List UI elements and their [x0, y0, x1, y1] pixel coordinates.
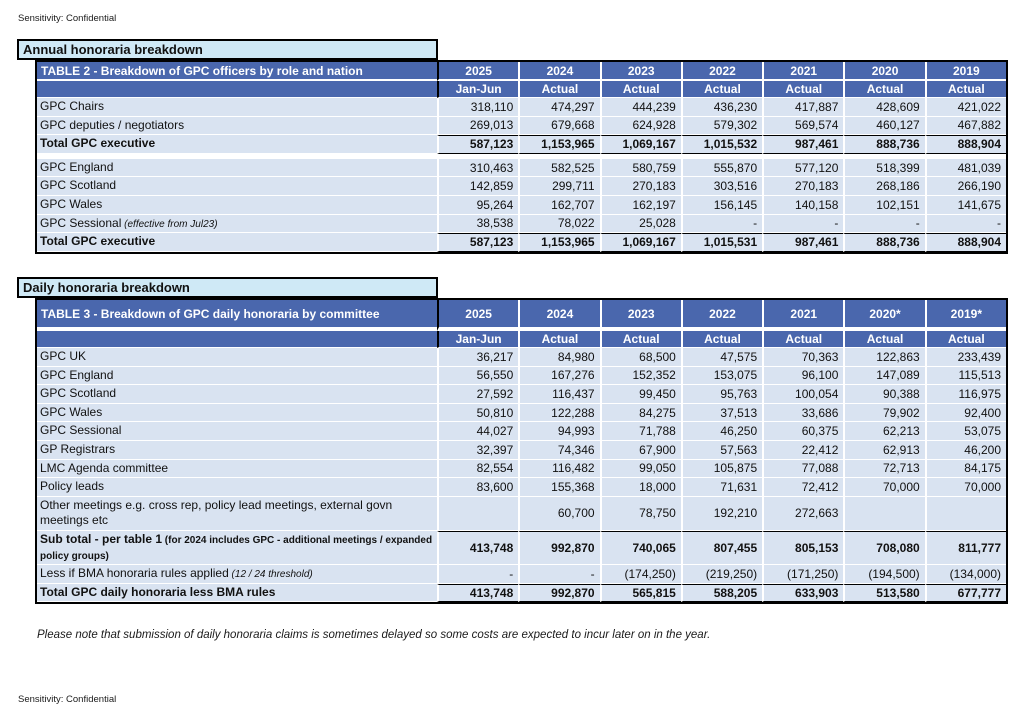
value-cell: 38,538: [437, 215, 518, 234]
value-cell: (194,500): [843, 565, 924, 584]
value-cell: 580,759: [600, 159, 681, 178]
value-cell: 582,525: [518, 159, 599, 178]
sensitivity-label-top: Sensitivity: Confidential: [18, 13, 117, 24]
value-cell: 1,069,167: [600, 233, 681, 252]
value-cell: 269,013: [437, 117, 518, 136]
value-cell: -: [437, 565, 518, 584]
row-label: [37, 348, 437, 367]
value-cell: 95,763: [681, 385, 762, 404]
row-label: [37, 135, 437, 154]
value-cell: 50,810: [437, 404, 518, 423]
value-cell: (219,250): [681, 565, 762, 584]
value-cell: 37,513: [681, 404, 762, 423]
row-label: [37, 478, 437, 497]
row-label: [37, 460, 437, 479]
year-header-cell: 2020*: [843, 300, 924, 331]
value-cell: 115,513: [925, 367, 1006, 386]
value-cell: 428,609: [843, 98, 924, 117]
value-cell: 36,217: [437, 348, 518, 367]
value-cell: 167,276: [518, 367, 599, 386]
value-cell: 1,069,167: [600, 135, 681, 154]
value-cell: 417,887: [762, 98, 843, 117]
value-cell: 116,482: [518, 460, 599, 479]
row-label-text: GPC UK: [40, 349, 87, 363]
value-cell: 44,027: [437, 422, 518, 441]
value-cell: 95,264: [437, 196, 518, 215]
row-label: [37, 215, 437, 234]
value-cell: 33,686: [762, 404, 843, 423]
value-cell: 413,748: [437, 531, 518, 565]
period-header-cell: Actual: [762, 331, 843, 348]
value-cell: (134,000): [925, 565, 1006, 584]
value-cell: 94,993: [518, 422, 599, 441]
value-cell: 579,302: [681, 117, 762, 136]
period-header-cell: Actual: [843, 331, 924, 348]
value-cell: 413,748: [437, 584, 518, 603]
value-cell: 481,039: [925, 159, 1006, 178]
value-cell: 47,575: [681, 348, 762, 367]
value-cell: 270,183: [762, 177, 843, 196]
year-header-cell: 2020: [843, 62, 924, 81]
table-header-row: [37, 300, 1006, 331]
row-label-text: GPC Wales: [40, 404, 103, 419]
value-cell: 1,153,965: [518, 135, 599, 154]
year-header-cell: 2025: [437, 300, 518, 331]
table-2-annual-honoraria: [35, 60, 1008, 254]
value-cell: 162,197: [600, 196, 681, 215]
value-cell: 78,750: [600, 497, 681, 531]
row-label: [37, 422, 437, 441]
period-header-cell: Actual: [600, 331, 681, 348]
row-label-text: GPC Scotland: [40, 178, 117, 193]
year-header-cell: 2024: [518, 62, 599, 81]
table-row: [37, 584, 1006, 603]
value-cell: (174,250): [600, 565, 681, 584]
value-cell: 987,461: [762, 233, 843, 252]
value-cell: 71,631: [681, 478, 762, 497]
period-header-cell: Actual: [843, 81, 924, 98]
value-cell: 1,015,532: [681, 135, 762, 154]
row-label-text: GPC Sessional: [40, 423, 122, 438]
table-row: [37, 135, 1006, 154]
value-cell: 96,100: [762, 367, 843, 386]
value-cell: 266,190: [925, 177, 1006, 196]
value-cell: 60,700: [518, 497, 599, 531]
value-cell: -: [843, 215, 924, 234]
value-cell: 74,346: [518, 441, 599, 460]
value-cell: 679,668: [518, 117, 599, 136]
table-row: [37, 531, 1006, 565]
period-header-cell: Actual: [600, 81, 681, 98]
period-header-cell: Actual: [925, 331, 1006, 348]
value-cell: 888,736: [843, 233, 924, 252]
value-cell: -: [518, 565, 599, 584]
row-label: [37, 531, 437, 565]
row-label-text: Total GPC executive: [40, 234, 156, 249]
value-cell: 99,050: [600, 460, 681, 479]
row-label: [37, 196, 437, 215]
year-header-cell: 2019: [925, 62, 1006, 81]
value-cell: 153,075: [681, 367, 762, 386]
table-row: [37, 159, 1006, 178]
table-row: [37, 367, 1006, 386]
period-header-cell: Actual: [518, 81, 599, 98]
row-label-text: Other meetings e.g. cross rep, policy lead meetings, external govn meetings etc: [40, 497, 393, 528]
value-cell: 155,368: [518, 478, 599, 497]
row-label-text: GPC England: [40, 367, 114, 382]
value-cell: 569,574: [762, 117, 843, 136]
value-cell: 56,550: [437, 367, 518, 386]
period-header-cell: Actual: [762, 81, 843, 98]
value-cell: 57,563: [681, 441, 762, 460]
value-cell: 577,120: [762, 159, 843, 178]
table-row: [37, 385, 1006, 404]
row-label: [37, 441, 437, 460]
value-cell: 888,904: [925, 233, 1006, 252]
value-cell: 318,110: [437, 98, 518, 117]
table-row: [37, 233, 1006, 252]
value-cell: 84,175: [925, 460, 1006, 479]
table-row: [37, 404, 1006, 423]
table-row: [37, 98, 1006, 117]
value-cell: 122,863: [843, 348, 924, 367]
section-title-annual-honoraria: Annual honoraria breakdown: [17, 39, 438, 60]
value-cell: 270,183: [600, 177, 681, 196]
value-cell: 740,065: [600, 531, 681, 565]
value-cell: 72,412: [762, 478, 843, 497]
year-header-cell: 2023: [600, 300, 681, 331]
value-cell: 513,580: [843, 584, 924, 603]
value-cell: -: [762, 215, 843, 234]
subheader-spacer-cell: [37, 331, 437, 348]
value-cell: 888,736: [843, 135, 924, 154]
value-cell: 116,437: [518, 385, 599, 404]
period-header-cell: Actual: [681, 331, 762, 348]
row-label-text: LMC Agenda committee: [40, 460, 169, 475]
value-cell: 116,975: [925, 385, 1006, 404]
value-cell: 436,230: [681, 98, 762, 117]
table-row: [37, 460, 1006, 479]
value-cell: 62,213: [843, 422, 924, 441]
value-cell: 310,463: [437, 159, 518, 178]
value-cell: 888,904: [925, 135, 1006, 154]
value-cell: 233,439: [925, 348, 1006, 367]
value-cell: 102,151: [843, 196, 924, 215]
value-cell: 587,123: [437, 233, 518, 252]
table-row: [37, 478, 1006, 497]
row-label: [37, 98, 437, 117]
row-label: [37, 367, 437, 386]
row-label-text: Policy leads: [40, 479, 105, 494]
row-label-note: (effective from Jul23): [121, 218, 218, 230]
table-row: [37, 177, 1006, 196]
value-cell: 460,127: [843, 117, 924, 136]
value-cell: 444,239: [600, 98, 681, 117]
data-table: [35, 60, 1008, 254]
table-row: [37, 117, 1006, 136]
row-label: [37, 233, 437, 252]
row-label: [37, 584, 437, 603]
year-header-cell: 2021: [762, 300, 843, 331]
value-cell: 992,870: [518, 584, 599, 603]
period-header-cell: Actual: [518, 331, 599, 348]
value-cell: (171,250): [762, 565, 843, 584]
value-cell: 67,900: [600, 441, 681, 460]
table-row: [37, 422, 1006, 441]
value-cell: 60,375: [762, 422, 843, 441]
value-cell: [925, 497, 1006, 531]
value-cell: 677,777: [925, 584, 1006, 603]
row-label-text: Sub total - per table 1: [40, 531, 163, 546]
footnote-text: Please note that submission of daily honoraria claims is sometimes delayed so some costs are expected to incur later on in the year.: [37, 629, 711, 641]
value-cell: 147,089: [843, 367, 924, 386]
value-cell: 70,363: [762, 348, 843, 367]
table-subheader-row: [37, 331, 1006, 348]
value-cell: 141,675: [925, 196, 1006, 215]
value-cell: -: [925, 215, 1006, 234]
table-row: [37, 196, 1006, 215]
table-row: [37, 441, 1006, 460]
value-cell: 72,713: [843, 460, 924, 479]
row-label-text: Total GPC executive: [40, 136, 156, 151]
value-cell: 100,054: [762, 385, 843, 404]
table-caption: TABLE 2 - Breakdown of GPC officers by role and nation: [37, 62, 437, 81]
value-cell: 811,777: [925, 531, 1006, 565]
year-header-cell: 2019*: [925, 300, 1006, 331]
subheader-spacer-cell: [37, 81, 437, 98]
period-header-cell: Actual: [681, 81, 762, 98]
value-cell: 633,903: [762, 584, 843, 603]
data-table: [35, 298, 1008, 604]
value-cell: 152,352: [600, 367, 681, 386]
value-cell: 77,088: [762, 460, 843, 479]
value-cell: 555,870: [681, 159, 762, 178]
year-header-cell: 2022: [681, 62, 762, 81]
row-label: [37, 159, 437, 178]
row-label-note: (for 2024 includes GPC - additional meetings / expanded policy groups): [40, 534, 433, 562]
period-header-cell: Actual: [925, 81, 1006, 98]
value-cell: 142,859: [437, 177, 518, 196]
value-cell: 162,707: [518, 196, 599, 215]
row-label-text: GPC England: [40, 159, 114, 174]
value-cell: 467,882: [925, 117, 1006, 136]
table-header-row: [37, 62, 1006, 81]
row-label-note: (12 / 24 threshold): [228, 569, 313, 581]
table-3-daily-honoraria: [35, 298, 1008, 604]
value-cell: 68,500: [600, 348, 681, 367]
row-label-text: GPC Scotland: [40, 386, 117, 401]
period-header-cell: Jan-Jun: [437, 81, 518, 98]
value-cell: 18,000: [600, 478, 681, 497]
value-cell: [437, 497, 518, 531]
table-row: [37, 565, 1006, 584]
value-cell: 62,913: [843, 441, 924, 460]
value-cell: 79,902: [843, 404, 924, 423]
value-cell: 32,397: [437, 441, 518, 460]
sensitivity-label-bottom: Sensitivity: Confidential: [18, 694, 117, 705]
value-cell: 90,388: [843, 385, 924, 404]
value-cell: [843, 497, 924, 531]
year-header-cell: 2022: [681, 300, 762, 331]
row-label: [37, 385, 437, 404]
value-cell: 27,592: [437, 385, 518, 404]
value-cell: 807,455: [681, 531, 762, 565]
value-cell: 70,000: [843, 478, 924, 497]
value-cell: 92,400: [925, 404, 1006, 423]
value-cell: 518,399: [843, 159, 924, 178]
table-caption: TABLE 3 - Breakdown of GPC daily honoraria by committee: [37, 300, 437, 331]
value-cell: 122,288: [518, 404, 599, 423]
value-cell: 299,711: [518, 177, 599, 196]
value-cell: 140,158: [762, 196, 843, 215]
row-label: [37, 177, 437, 196]
value-cell: 46,200: [925, 441, 1006, 460]
value-cell: 78,022: [518, 215, 599, 234]
row-label-text: GPC Sessional: [40, 215, 122, 230]
value-cell: 84,275: [600, 404, 681, 423]
table-subheader-row: [37, 81, 1006, 98]
value-cell: 53,075: [925, 422, 1006, 441]
value-cell: 83,600: [437, 478, 518, 497]
row-label-text: Less if BMA honoraria rules applied: [40, 566, 229, 581]
value-cell: 25,028: [600, 215, 681, 234]
value-cell: 1,015,531: [681, 233, 762, 252]
value-cell: 624,928: [600, 117, 681, 136]
year-header-cell: 2024: [518, 300, 599, 331]
value-cell: 588,205: [681, 584, 762, 603]
value-cell: 71,788: [600, 422, 681, 441]
table-row: [37, 497, 1006, 531]
year-header-cell: 2023: [600, 62, 681, 81]
value-cell: 82,554: [437, 460, 518, 479]
value-cell: 192,210: [681, 497, 762, 531]
value-cell: 268,186: [843, 177, 924, 196]
row-label-text: GPC Chairs: [40, 99, 105, 113]
row-label: [37, 117, 437, 136]
value-cell: 805,153: [762, 531, 843, 565]
value-cell: 565,815: [600, 584, 681, 603]
year-header-cell: 2021: [762, 62, 843, 81]
value-cell: 587,123: [437, 135, 518, 154]
value-cell: 272,663: [762, 497, 843, 531]
row-label-text: GPC Wales: [40, 196, 103, 211]
row-label: [37, 404, 437, 423]
value-cell: 708,080: [843, 531, 924, 565]
value-cell: 99,450: [600, 385, 681, 404]
value-cell: 1,153,965: [518, 233, 599, 252]
value-cell: 22,412: [762, 441, 843, 460]
value-cell: 156,145: [681, 196, 762, 215]
value-cell: 421,022: [925, 98, 1006, 117]
row-label: [37, 565, 437, 584]
row-label: [37, 497, 437, 531]
value-cell: -: [681, 215, 762, 234]
table-row: [37, 215, 1006, 234]
value-cell: 987,461: [762, 135, 843, 154]
value-cell: 992,870: [518, 531, 599, 565]
value-cell: 105,875: [681, 460, 762, 479]
section-title-daily-honoraria: Daily honoraria breakdown: [17, 277, 438, 298]
row-label-text: GP Registrars: [40, 441, 116, 456]
value-cell: 84,980: [518, 348, 599, 367]
row-label-text: Total GPC daily honoraria less BMA rules: [40, 584, 276, 599]
value-cell: 474,297: [518, 98, 599, 117]
period-header-cell: Jan-Jun: [437, 331, 518, 348]
value-cell: 46,250: [681, 422, 762, 441]
value-cell: 70,000: [925, 478, 1006, 497]
row-label-text: GPC deputies / negotiators: [40, 117, 185, 132]
year-header-cell: 2025: [437, 62, 518, 81]
table-row: [37, 348, 1006, 367]
value-cell: 303,516: [681, 177, 762, 196]
